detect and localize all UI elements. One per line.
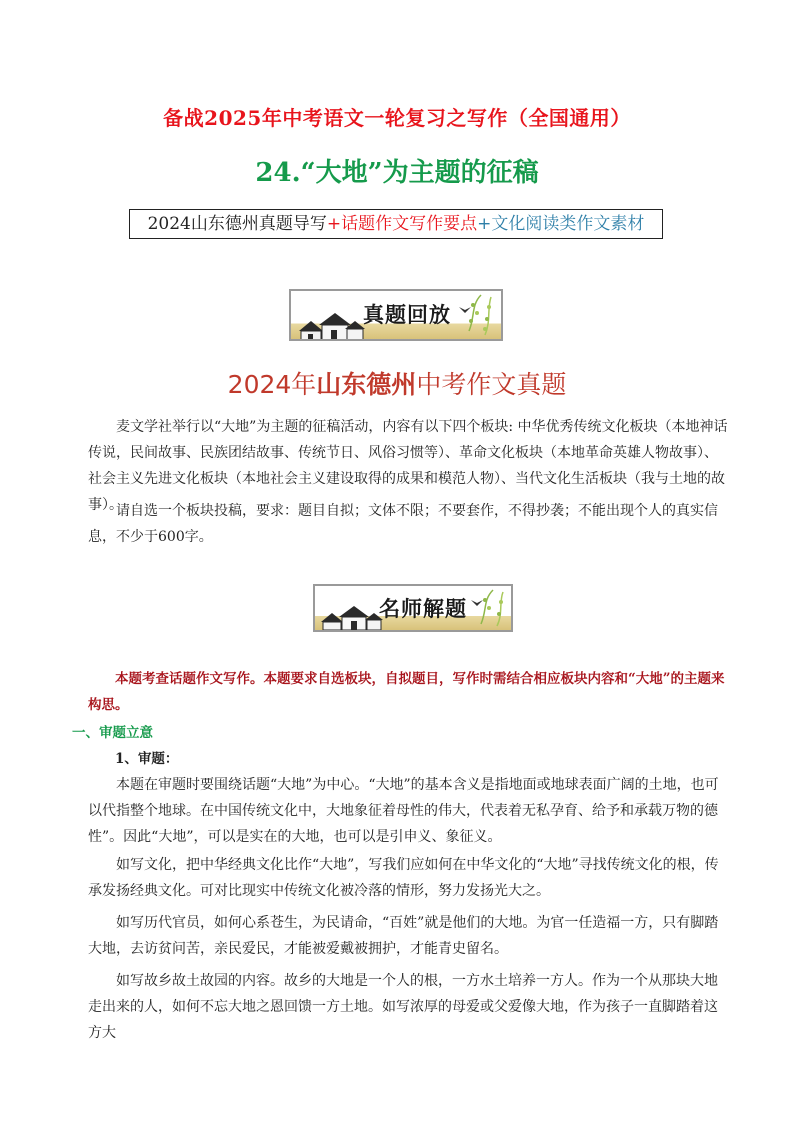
banner-teacher-solution bbox=[313, 584, 513, 632]
analysis-paragraph-1: 本题在审题时要围绕话题“大地”为中心。“大地”的基本含义是指地面或地球表面广阔的土地，也可以代指整个地球。在中国传统文化中，大地象征着母性的伟大，代表着无私孕育、给予和承载万物的德性”。因此“大地”，可以是实在的大地，也可以是引申义、象征义。 bbox=[88, 777, 719, 845]
exam-prompt: 麦文学社举行以“大地”为主题的征稿活动，内容有以下四个板块: 中华优秀传统文化板块（本地神话传说，民间故事、民族团结故事、传统节日、风俗习惯等）、革命文化板块（本地革命英雄人物故事）、社会主义先进文化板块（本地社会主义建设取得的成果和模范人物）、当代文化生活板块（我与土地的故事）。 bbox=[88, 419, 728, 513]
page-title: 备战2025年中考语文一轮复习之写作（全国通用） bbox=[163, 106, 631, 130]
heading-year: 2024年 bbox=[227, 370, 317, 399]
exam-heading bbox=[0, 365, 794, 401]
heading-suffix: 中考作文真题 bbox=[416, 370, 567, 399]
guide-part-materials: +文化阅读类作文素材 bbox=[477, 214, 645, 234]
guide-part-points: +话题作文写作要点 bbox=[326, 214, 478, 234]
banner-exam-review bbox=[289, 289, 503, 341]
analysis-paragraph-4: 如写故乡故土故园的内容。故乡的大地是一个人的根，一方水土培养一方人。作为一个从那块大地走出来的人，如何不忘大地之恩回馈一方土地。如写浓厚的母爱或父爱像大地，作为孩子一直脚踏着这方大 bbox=[88, 973, 718, 1041]
guide-box bbox=[129, 209, 663, 239]
analysis-paragraph-3: 如写历代官员，如何心系苍生，为民请命，“百姓”就是他们的大地。为官一任造福一方，只有脚踏大地，去访贫问苦，亲民爱民，才能被爱戴被拥护，才能青史留名。 bbox=[88, 915, 719, 957]
section-heading-1: 一、审题立意 bbox=[72, 725, 153, 741]
guide-part-exam: 2024山东德州真题导写 bbox=[147, 214, 327, 234]
analysis-intro: 本题考查话题作文写作。本题要求自选板块，自拟题目，写作时需结合相应板块内容和“大地”的主题来构思。 bbox=[88, 671, 725, 713]
banner-label: 名师解题 bbox=[379, 597, 467, 621]
banner-label: 真题回放 bbox=[363, 303, 451, 327]
heading-region: 山东德州 bbox=[316, 370, 417, 399]
topic-subtitle: 24.“大地”为主题的征稿 bbox=[255, 158, 539, 188]
analysis-paragraph-2: 如写文化，把中华经典文化比作“大地”，写我们应如何在中华文化的“大地”寻找传统文化的根，传承发扬经典文化。可对比现实中传统文化被冷落的情形，努力发扬光大之。 bbox=[88, 857, 719, 899]
exam-requirements: 请自选一个板块投稿，要求：题目自拟；文体不限；不要套作，不得抄袭；不能出现个人的真实信息，不少于600字。 bbox=[88, 503, 718, 545]
item-heading-1: 1、审题： bbox=[115, 751, 179, 767]
